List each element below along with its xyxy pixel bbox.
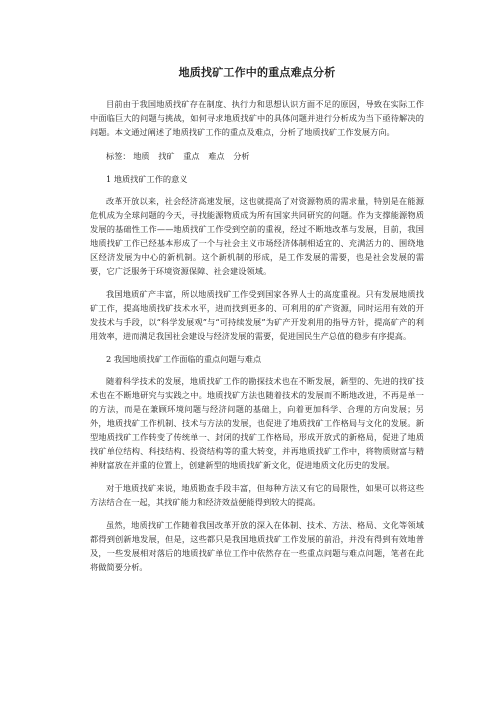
body-paragraph: 随着科学技术的发展，地质找矿工作的勘探技术也在不断发展，新型的、先进的找矿技术也在不断地研究与实践之中。地质找矿方法也随着技术的发展而不断地改进，不再是单一的方法，而是在兼顾环境问题与经济问题的基础上，向着更加科学、合理的方向发展；另外，地质找矿工作机制、技术与方法的发展，也促进了地质找矿工作格局与文化的发展。新型地质找矿工作转变了传统单一、封闭的找矿工作格局，形成开放式的新格局，促进了地质找矿单位结构、科技结构、投资结构等的重大转变，并再地质找矿工作中，将物质财富与精神财富放在并重的位置上，创建新型的地质找矿新文化，促进地质文化历史的发展。 [90, 376, 424, 470]
section-heading: 2 我国地质找矿工作面临的重点问题与难点 [106, 354, 262, 364]
keyword: 找矿 [158, 151, 175, 161]
keyword: 地质 [133, 151, 150, 161]
section-heading: 1 地质找矿工作的意义 [106, 174, 188, 184]
body-paragraph: 虽然，地质找矿工作随着我国改革开放的深入在体制、技术、方法、格局、文化等领域都得到创新地发展，但是，这些都只是我国地质找矿工作发展的前沿，并没有得到有效地普及，一些发展相对落后的地质找矿单位工作中依然存在一些重点问题与难点问题，笔者在此将做简要分析。 [90, 520, 424, 572]
document-title: 地质找矿工作中的重点难点分析 [178, 66, 336, 79]
keywords-line [90, 149, 424, 163]
keyword: 分析 [233, 151, 250, 161]
keyword: 难点 [208, 151, 225, 161]
body-paragraph: 对于地质找矿来说，地质勘查手段丰富，但每种方法又有它的局限性，如果可以将这些方法结合在一起，其找矿能力和经济效益便能得到较大的提高。 [90, 483, 424, 507]
abstract-paragraph: 目前由于我国地质找矿存在制度、执行力和思想认识方面不足的原因，导致在实际工作中面临巨大的问题与挑战，如何寻求地质找矿中的具体问题并进行分析成为当下亟待解决的问题。本文通过阐述了地质找矿工作的重点及难点，分析了地质找矿工作发展方向。 [90, 99, 424, 137]
keyword: 重点 [183, 151, 200, 161]
body-paragraph: 我国地质矿产丰富，所以地质找矿工作受到国家各界人士的高度重视。只有发展地质找矿工作，提高地质找矿技术水平，进而找到更多的、可利用的矿产资源，同时运用有效的开发技术与手段，以“科学发展观”与“可持续发展”为矿产开发利用的指导方针，提高矿产的利用效率，进而满足我国社会建设与经济发展的需要，促进国民生产总值的稳步有序提高。 [90, 289, 424, 341]
keywords-label: 标签： [106, 151, 131, 161]
body-paragraph: 改革开放以来，社会经济高速发展，这也就提高了对资源物质的需求量，特别是在能源危机成为全球问题的今天，寻找能源物质成为所有国家共同研究的问题。作为支撑能源物质发展的基础性工作——地质找矿工作受到空前的重视，经过不断地改革与发展，目前，我国地质找矿工作已经基本形成了一个与社会主义市场经济体制相适宜的、充满活力的、围绕地区经济发展为中心的新机制。这个新机制的形成，是工作发展的需要，也是社会发展的需要，它广泛服务于环境资源保障、社会建设领域。 [90, 196, 424, 276]
